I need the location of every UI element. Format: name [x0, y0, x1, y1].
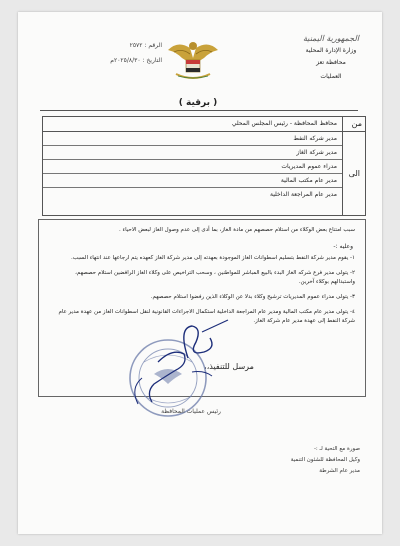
cc-line: وكيل المحافظة للشئون التنمية — [290, 457, 360, 463]
telegram-document — [18, 12, 382, 534]
routing-rows — [43, 117, 342, 201]
recipient-row: مدير شركه النفط — [43, 132, 342, 146]
department-name: العمليات — [320, 73, 342, 80]
ministry-name: وزارة الإدارة المحلية — [305, 47, 357, 54]
from-value: محافظ المحافظة - رئيس المجلس المحلي — [43, 117, 342, 132]
recipient-row: مدير شركة الغاز — [43, 146, 342, 160]
recipient-row: مدير عام مكتب المالية — [43, 174, 342, 188]
to-label: الى — [348, 169, 360, 178]
document-date: التاريخ : ٢٠٢٥/٨/٣٠م — [110, 57, 162, 64]
accordingly-label: وعليه :- — [333, 243, 353, 250]
document-title: ( برقية ) — [178, 98, 218, 108]
reference-number: الرقم : ٢٥٧٢ — [129, 42, 162, 49]
letterhead-left — [62, 42, 162, 72]
cc-line: مدير عام الشرطة — [319, 468, 360, 474]
title-divider — [40, 110, 358, 111]
routing-table — [42, 116, 366, 216]
recipient-row: مدير عام المراجعة الداخلية — [270, 191, 337, 198]
governorate-name: محافظة تعز — [316, 59, 346, 66]
eagle-emblem-icon — [164, 36, 222, 84]
directive-item: ٤- يتولى مدير عام مكتب المالية ومدير عام المراجعة الداخلية استكمال الاجراءات القانونية لنقل اسطوانات الغاز من عهدة مدير عام شركة النفط إلى عهدة مدير عام شركة الغاز. — [58, 309, 355, 324]
directive-item: ١- يقوم مدير شركة النفط بتسليم اسطوانات الغاز الموجودة بعهدته إلى مدير شركة الغاز كعهده يتم ارجاعها عند انتهاء السبب. — [71, 255, 355, 261]
from-label: من — [351, 119, 362, 128]
signature-title: رئيس عمليات المحافظة — [161, 408, 221, 415]
cc-heading: صورة مع التحية لـ :- — [313, 446, 360, 452]
intro-paragraph: سبب امتناع بعض الوكلاء من استلام حصصهم من مادة الغاز، بما أدى إلى عدم وصول الغاز لبعض الاحياء . — [119, 227, 355, 233]
directive-item: ٣- يتولى مدراء عموم المديريات ترشيح وكلاء بدلا عن الوكلاء الذين رفضوا استلام حصصهم. — [150, 294, 355, 300]
routing-label-column — [342, 117, 365, 215]
recipient-row: مدراء عموم المديريات — [43, 160, 342, 174]
closing-line: مرسل للتنفيذ،، — [204, 362, 254, 371]
handwritten-signature-icon — [118, 318, 238, 410]
letterhead-right — [288, 34, 374, 80]
country-name: الجمهورية اليمنية — [302, 34, 359, 43]
carbon-copy-block — [210, 444, 360, 477]
directive-item: ٢- يتولى مدير فرع شركه الغاز البدء بالبيع المباشر للمواطنين ، وسحب التراخيص على وكلاء الغاز الرافضين استلام حصصهم، واستبدالهم بوكلاء آخرين. — [75, 270, 355, 285]
